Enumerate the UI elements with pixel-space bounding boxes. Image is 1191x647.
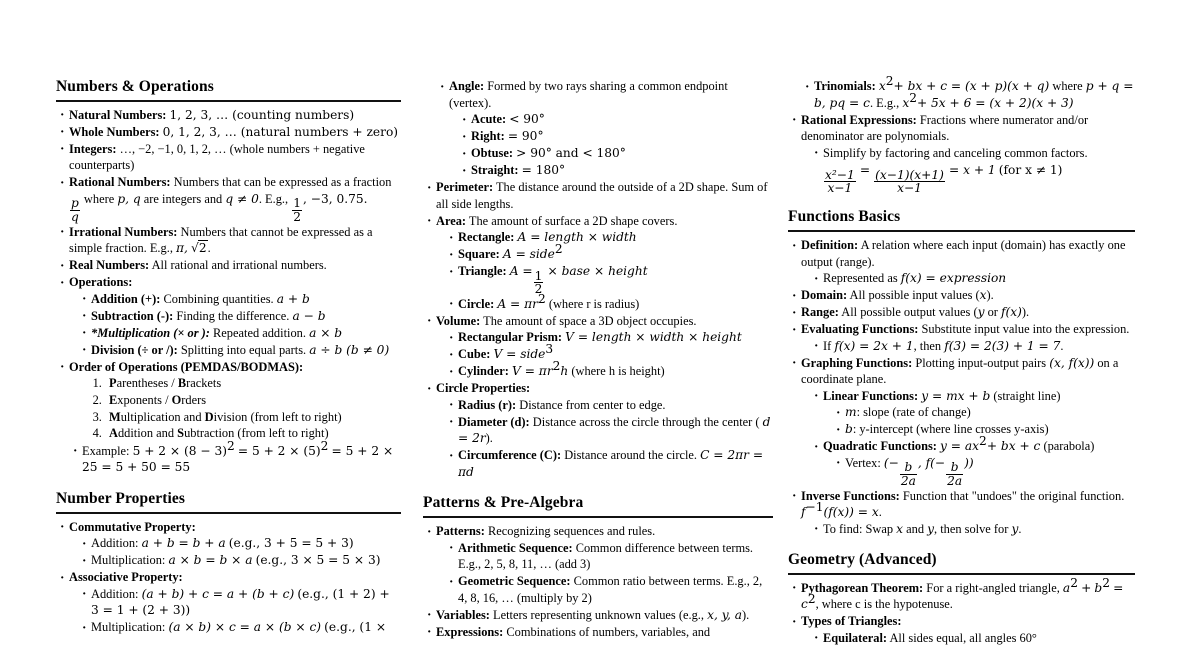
graphing-formula: (x, f(x)) xyxy=(1049,355,1095,370)
arithmetic-sequence-label: Arithmetic Sequence: xyxy=(458,540,573,555)
diameter-label: Diameter (d): xyxy=(458,414,530,429)
multiplication-label: *Multiplication (× or ): xyxy=(91,325,210,340)
list-item xyxy=(60,519,401,569)
evaluating-text: Substitute input value into the expression. xyxy=(921,322,1130,337)
commutative-multiplication-label: Multiplication: xyxy=(91,553,166,567)
domain-formula: x xyxy=(979,288,987,303)
tofind-end: . xyxy=(1018,521,1022,536)
inverse-formula-f: f xyxy=(801,505,806,520)
circle-area-note: (where r is radius) xyxy=(548,296,640,311)
represented-text: Represented as xyxy=(823,271,898,286)
trinomials-formula-3: x xyxy=(902,95,910,110)
list-item: · Square: A = side$^2$ xyxy=(449,246,773,263)
triangle-types-sublist xyxy=(801,630,1135,647)
rational-numbers-text-d: . E.g., xyxy=(258,191,289,206)
expressions-label: Expressions: xyxy=(436,624,504,639)
fraction-x2-minus-1: $\frac{\text{x²−1}}{x-1}$ xyxy=(825,167,855,195)
list-item xyxy=(60,174,401,223)
cube-formula: V = side xyxy=(493,347,546,362)
cube-label: Cube: xyxy=(458,347,491,362)
list-item: · Cylinder: $V = \pi r^2h$ (where h is height) xyxy=(449,363,773,380)
circumference-text: Distance around the circle. xyxy=(564,448,697,463)
linear-note: (straight line) xyxy=(993,388,1061,403)
fraction-one-half: $\frac{1}{2}$ xyxy=(293,196,301,224)
prism-formula: V = length × width × height xyxy=(565,330,742,345)
column-1 xyxy=(56,78,401,634)
list-item: · Pythagorean Theorem: For a right-angled triangle, $a^2 + b^2 = c^2$, where c is the hypotenuse. xyxy=(792,580,1135,613)
list-item xyxy=(814,145,1135,195)
simplify-equation: $\frac{\text{x²−1}}{x-1}$ = $\frac{(x-1)(x+1)}{x-1}$ = x + 1 (for x ≠ 1) xyxy=(825,163,1063,195)
associative-addition-label: Addition: xyxy=(91,586,139,601)
list-item xyxy=(60,107,401,124)
range-text: All possible output values ( xyxy=(841,305,978,320)
section-rule xyxy=(788,230,1135,232)
associative-multiplication-label: Multiplication: xyxy=(91,620,166,634)
list-item xyxy=(427,213,773,313)
list-item xyxy=(82,586,401,619)
fraction-factored: $\frac{(x-1)(x+1)}{x-1}$ xyxy=(875,167,944,195)
natural-numbers-label: Natural Numbers: xyxy=(69,107,167,122)
graphing-label: Graphing Functions: xyxy=(801,355,913,370)
division-text: Splitting into equal parts. xyxy=(180,342,307,357)
commutative-label: Commutative Property: xyxy=(69,519,196,534)
list-item xyxy=(792,237,1135,287)
circumference-formula: C = 2πr = πd xyxy=(458,448,764,479)
fraction-p-over-q: $\frac{p}{q}$ xyxy=(71,196,79,224)
multiplication-formula: a × b xyxy=(309,325,343,340)
area-label: Area: xyxy=(436,213,467,228)
quadratic-functions-label: Quadratic Functions: xyxy=(823,439,937,454)
section-geometry-advanced xyxy=(788,551,1135,646)
pi-symbol: π, xyxy=(176,241,188,256)
list-item xyxy=(792,321,1135,354)
angle-text: Formed by two rays sharing a common endpoint (vertex). xyxy=(449,79,728,110)
range-end: ). xyxy=(1021,305,1030,320)
list-item: 1. Parentheses / Brackets xyxy=(105,375,401,392)
three-column-layout xyxy=(0,73,1191,645)
cylinder-label: Cylinder: xyxy=(458,364,509,379)
pythagorean-c: = c xyxy=(801,580,1124,612)
list-item xyxy=(440,78,773,179)
list-item xyxy=(82,308,401,325)
rational-condition: q ≠ 0 xyxy=(225,191,259,206)
intercept-var: b xyxy=(845,422,853,437)
expressions-text: Combinations of numbers, variables, and xyxy=(506,624,711,639)
equilateral-label: Equilateral: xyxy=(823,630,888,645)
quadratic-formula-b: + bx + c xyxy=(986,439,1041,454)
inverse-formula-rest: (f(x)) = x xyxy=(823,505,879,520)
irrational-numbers-text: Numbers that cannot be expressed as a simple fraction. E.g., xyxy=(69,224,373,256)
straight-label: Straight: xyxy=(471,163,519,177)
cylinder-formula: V = πr xyxy=(512,364,553,379)
list-item: · Quadratic Functions: $y = ax^2+$ bx + c (parabola) · Vertex: (− $\frac{b}{2a}$ , f(− $\frac{b}{2a}$ )) xyxy=(814,438,1135,487)
addition-formula: a + b xyxy=(276,291,310,306)
right-label: Right: xyxy=(471,129,505,143)
range-label: Range: xyxy=(801,305,839,320)
list-item xyxy=(814,630,1135,647)
list-item xyxy=(60,141,401,174)
list-item xyxy=(462,111,773,128)
patterns-label: Patterns: xyxy=(436,524,485,539)
represented-formula: f(x) = expression xyxy=(900,271,1007,286)
associative-sublist xyxy=(69,586,401,636)
list-item: 3. Multiplication and Division (from left to right) xyxy=(105,409,401,426)
triangle-formula-a: A = xyxy=(509,264,533,278)
list-item xyxy=(814,270,1135,287)
subtraction-formula: a − b xyxy=(292,308,326,323)
list-item xyxy=(427,313,773,380)
commutative-multiplication-formula: a × b = b × a xyxy=(168,553,253,567)
inverse-text: Function that "undoes" the original function. xyxy=(902,488,1125,503)
list-item xyxy=(60,359,401,442)
multiplication-text: Repeated addition. xyxy=(213,325,306,340)
list-item xyxy=(60,569,401,636)
commutative-addition-example: (e.g., 3 + 5 = 5 + 3) xyxy=(228,536,354,550)
trinomials-eg: . E.g., xyxy=(869,95,900,110)
list-item: · Circle: $A = \pi r^2$ (where r is radius) xyxy=(449,296,773,313)
list-item xyxy=(82,552,401,569)
pythagorean-text-b: , where c is the hypotenuse. xyxy=(815,597,953,612)
circle-area-label: Circle: xyxy=(458,296,495,311)
associative-multiplication-example: (e.g., (1 × xyxy=(324,620,387,634)
definition-text: A relation where each input (domain) has exactly one output (range). xyxy=(801,238,1126,269)
list-item xyxy=(449,540,773,573)
list-item xyxy=(814,388,1135,438)
evaluating-example-g: f(3) = 2(3) + 1 = 7 xyxy=(944,338,1061,353)
definition-label: Definition: xyxy=(801,238,859,253)
fraction-one-half: $\frac{1}{2}$ xyxy=(534,268,543,296)
tofind-y2: y xyxy=(1011,521,1019,536)
perimeter-label: Perimeter: xyxy=(436,180,494,194)
obtuse-label: Obtuse: xyxy=(471,146,513,160)
triangle-formula-b: × base × height xyxy=(547,264,648,278)
section-functions-basics xyxy=(788,208,1135,537)
list-item xyxy=(427,380,773,480)
list-item: 2. Exponents / Orders xyxy=(105,392,401,409)
list-item xyxy=(82,291,401,308)
section-rule xyxy=(423,516,773,518)
division-label: Division (÷ or /): xyxy=(91,342,178,357)
sequences-sublist xyxy=(436,540,773,607)
area-formulas-sublist xyxy=(436,229,773,312)
list-item xyxy=(462,145,773,162)
algebra-list xyxy=(788,73,1135,195)
operations-sublist xyxy=(69,291,401,359)
column-3 xyxy=(788,73,1135,645)
domain-text: All possible input values ( xyxy=(849,288,980,303)
range-text-b: or xyxy=(987,305,998,320)
diameter-end: ). xyxy=(485,431,493,446)
list-item xyxy=(427,624,773,641)
commutative-sublist xyxy=(69,535,401,569)
associative-addition-formula: (a + b) + c = a + (b + c) xyxy=(141,586,295,601)
list-item xyxy=(449,573,773,606)
section-title-patterns-prealgebra: Patterns & Pre-Algebra xyxy=(423,494,584,512)
section-rule xyxy=(788,573,1135,575)
list-item xyxy=(427,179,773,212)
square-label: Square: xyxy=(458,247,500,261)
evaluating-example-end: . xyxy=(1060,338,1064,353)
associative-addition-example: (e.g., (1 + 2) + 3 = 1 + (2 + 3)) xyxy=(91,586,390,617)
commutative-addition-label: Addition: xyxy=(91,536,139,550)
order-of-operations-label: Order of Operations (PEMDAS/BODMAS): xyxy=(69,359,304,374)
range-formula-b: f(x) xyxy=(1001,305,1022,320)
straight-value: = 180° xyxy=(521,163,566,177)
variables-formula: x, y, a xyxy=(707,607,742,622)
number-properties-list xyxy=(56,519,401,636)
types-of-triangles-label: Types of Triangles: xyxy=(801,614,902,629)
irrational-numbers-label: Irrational Numbers: xyxy=(69,224,178,239)
example-formula-2: = 5 + 2 × (5) xyxy=(237,443,321,458)
list-item xyxy=(836,404,1135,421)
example-label: Example: xyxy=(82,443,130,458)
quadratic-formula-a: y = ax xyxy=(940,439,980,454)
fraction-b-over-2a: $\frac{b}{2a}$ xyxy=(947,460,963,488)
patterns-text: Recognizing sequences and rules. xyxy=(487,524,656,539)
equilateral-text: All sides equal, all angles 60° xyxy=(889,630,1037,645)
angle-label: Angle: xyxy=(449,79,485,93)
division-formula: a ÷ b (b ≠ 0) xyxy=(309,342,390,357)
trinomials-label: Trinomials: xyxy=(814,79,876,93)
triangle-label: Triangle: xyxy=(458,264,507,278)
rectangle-formula: A = length × width xyxy=(517,230,637,244)
domain-end: ). xyxy=(986,288,994,303)
range-formula: y xyxy=(977,305,985,320)
section-rule xyxy=(56,512,401,514)
list-item xyxy=(462,128,773,145)
linear-params-sublist xyxy=(823,404,1135,438)
section-numbers-operations xyxy=(56,78,401,476)
variables-text: Letters representing unknown values (e.g., xyxy=(493,607,704,622)
list-item xyxy=(462,162,773,179)
function-types-sublist xyxy=(801,388,1135,487)
list-item xyxy=(449,414,773,447)
evaluating-example-b: , then xyxy=(913,338,942,353)
tofind-and: and xyxy=(906,521,925,536)
trinomials-formula-1: x xyxy=(878,79,886,93)
trinomials-text: where xyxy=(1052,79,1083,93)
whole-numbers-label: Whole Numbers: xyxy=(69,124,160,139)
right-value: = 90° xyxy=(507,129,544,143)
list-item xyxy=(792,304,1135,321)
rational-numbers-text-a: Numbers that can be expressed as a fraction xyxy=(173,175,392,190)
numbers-operations-list xyxy=(56,107,401,476)
evaluating-label: Evaluating Functions: xyxy=(801,322,919,337)
list-item xyxy=(792,112,1135,195)
vertex-sublist xyxy=(823,455,1135,487)
rational-numbers-label: Rational Numbers: xyxy=(69,175,171,190)
pythagorean-text: For a right-angled triangle, xyxy=(926,580,1060,595)
section-number-properties xyxy=(56,490,401,636)
rational-example-rest: , −3, 0.75. xyxy=(302,191,368,206)
acute-label: Acute: xyxy=(471,112,507,126)
list-item xyxy=(60,257,401,274)
real-numbers-text: All rational and irrational numbers. xyxy=(151,258,327,273)
section-patterns-prealgebra xyxy=(423,494,773,640)
trinomials-formula-2: p + q = b, pq = c xyxy=(814,79,1134,110)
addition-text: Combining quantities. xyxy=(163,291,274,306)
list-item xyxy=(60,274,401,358)
commutative-multiplication-example: (e.g., 3 × 5 = 5 × 3) xyxy=(255,553,381,567)
simplify-sublist xyxy=(801,145,1135,195)
tofind-sublist xyxy=(801,521,1135,538)
arithmetic-sequence-text: Common difference between terms. E.g., 2, 5, 8, 11, … (add 3) xyxy=(458,540,754,572)
list-item xyxy=(814,521,1135,538)
pythagorean-b: b xyxy=(1094,580,1103,595)
rational-expressions-label: Rational Expressions: xyxy=(801,112,917,127)
list-item xyxy=(82,325,401,342)
section-rule xyxy=(56,100,401,102)
list-item xyxy=(60,224,401,257)
column-2 xyxy=(423,78,773,639)
slope-var: m xyxy=(845,405,857,420)
geometric-sequence-label: Geometric Sequence: xyxy=(458,574,571,589)
fraction-b-over-2a: $\frac{b}{2a}$ xyxy=(900,460,916,488)
evaluating-example-f: f(x) = 2x + 1 xyxy=(834,338,914,353)
geometry-advanced-list xyxy=(788,575,1135,647)
subtraction-label: Subtraction (-): xyxy=(91,308,174,323)
radius-label: Radius (r): xyxy=(458,397,517,412)
angle-types-sublist xyxy=(449,111,773,179)
trinomials-formula-3b: + 5x + 6 = (x + 2)(x + 3) xyxy=(916,95,1074,110)
evaluating-example-a: If xyxy=(823,338,832,353)
list-item xyxy=(792,613,1135,646)
rational-numbers-text-c: are integers and xyxy=(143,191,223,206)
simplify-text: Simplify by factoring and canceling common factors. xyxy=(823,145,1088,160)
geometry-basics-list xyxy=(423,78,773,480)
trinomials-formula-1b: + bx + c = (x + p)(x + q) xyxy=(893,79,1050,93)
list-item xyxy=(82,342,401,359)
diameter-formula: d = 2r xyxy=(458,414,771,446)
patterns-list xyxy=(423,523,773,640)
evaluating-sublist xyxy=(801,338,1135,355)
diameter-text: Distance across the circle through the center ( xyxy=(532,414,760,429)
rational-vars: p, q xyxy=(117,191,141,206)
associative-label: Associative Property: xyxy=(69,570,183,584)
rational-numbers-text-b: where xyxy=(83,191,115,206)
slope-text: : slope (rate of change) xyxy=(856,405,971,420)
domain-label: Domain: xyxy=(801,288,848,303)
list-item xyxy=(792,287,1135,304)
tofind-rest: , then solve for xyxy=(934,521,1009,536)
obtuse-value: > 90° and < 180° xyxy=(516,146,626,160)
sqrt-icon: √2 xyxy=(191,241,207,256)
tofind-y: y xyxy=(927,521,935,536)
irrational-end: . xyxy=(207,241,211,256)
example-formula-1: 5 + 2 × (8 − 3) xyxy=(132,443,227,458)
section-geometry-basics-continued xyxy=(423,78,773,480)
list-item xyxy=(449,397,773,414)
list-item xyxy=(836,455,1135,487)
section-title-number-properties: Number Properties xyxy=(56,489,185,507)
represented-sublist xyxy=(801,270,1135,287)
list-item xyxy=(814,338,1135,355)
tofind-text: To find: Swap xyxy=(823,521,894,536)
radius-text: Distance from center to edge. xyxy=(519,397,666,412)
list-item: · Cube: V = side$^3$ xyxy=(449,346,773,363)
list-item xyxy=(449,329,773,346)
whole-numbers-text: 0, 1, 2, 3, … (natural numbers + zero) xyxy=(162,124,399,139)
linear-formula: y = mx + b xyxy=(921,388,991,403)
circumference-label: Circumference (C): xyxy=(458,448,562,463)
commutative-addition-formula: a + b = b + a xyxy=(141,536,226,550)
addition-label: Addition (+): xyxy=(91,291,161,306)
rational-expressions-text: Fractions where numerator and/or denominator are polynomials. xyxy=(801,112,1089,143)
order-of-operations-steps xyxy=(69,375,401,442)
variables-end: ). xyxy=(741,607,750,622)
list-item xyxy=(427,607,773,624)
cylinder-note: (where h is height) xyxy=(571,364,665,379)
pythagorean-a: a xyxy=(1062,580,1071,595)
operations-label: Operations: xyxy=(69,275,133,290)
list-item: · Inverse Functions: Function that "undoes" the original function. $f^{-1}(f(x)) = x$. · To find: Swap x and y, then solve for y. xyxy=(792,488,1135,538)
example-formula-3: = 5 + 2 × 25 = 5 + 50 = 55 xyxy=(82,443,394,475)
circle-area-formula: A = πr xyxy=(497,296,538,311)
integers-text: …, −2, −1, 0, 1, 2, … (whole numbers + negative counterparts) xyxy=(69,141,365,173)
list-item xyxy=(449,447,773,480)
circle-properties-label: Circle Properties: xyxy=(436,381,531,396)
list-item xyxy=(449,229,773,246)
natural-numbers-text: 1, 2, 3, … (counting numbers) xyxy=(169,107,355,122)
list-item xyxy=(82,619,401,636)
list-item xyxy=(82,535,401,552)
section-title-functions-basics: Functions Basics xyxy=(788,208,901,226)
section-title-geometry-advanced: Geometry (Advanced) xyxy=(788,551,937,569)
subtraction-text: Finding the difference. xyxy=(176,308,290,323)
pythagorean-label: Pythagorean Theorem: xyxy=(801,580,924,595)
vertex-formula: (− $\frac{b}{2a}$ , f(− $\frac{b}{2a}$ )) xyxy=(883,455,974,488)
associative-multiplication-formula: (a × b) × c = a × (b × c) xyxy=(168,620,322,634)
quadratic-note: (parabola) xyxy=(1043,439,1095,454)
integers-label: Integers: xyxy=(69,141,117,156)
circle-properties-sublist xyxy=(436,397,773,481)
real-numbers-label: Real Numbers: xyxy=(69,258,150,273)
inverse-functions-label: Inverse Functions: xyxy=(801,488,900,503)
geometric-sequence-text: Common ratio between terms. E.g., 2, 4, 8, 16, … (multiply by 2) xyxy=(458,574,763,605)
list-item: · Trinomials: $x^2+$ bx + c = (x + p)(x + q) where p + q = b, pq = c. E.g., $x^2+ 5x + 6 = (x + 2)(x + 3)$ xyxy=(805,78,1135,111)
variables-label: Variables: xyxy=(436,607,490,622)
list-item xyxy=(449,263,773,295)
acute-value: < 90° xyxy=(509,112,545,126)
graphing-text: Plotting input-output pairs xyxy=(915,355,1047,370)
intercept-text: : y-intercept (where line crosses y-axis) xyxy=(852,422,1049,437)
functions-basics-list xyxy=(788,237,1135,537)
rectangle-label: Rectangle: xyxy=(458,230,515,244)
graphing-text-b: on a coordinate plane. xyxy=(801,355,1119,387)
list-item xyxy=(792,355,1135,487)
list-item: 4. Addition and Subtraction (from left to right) xyxy=(105,425,401,442)
volume-label: Volume: xyxy=(436,313,481,328)
volume-text: The amount of space a 3D object occupies. xyxy=(483,313,697,328)
volume-formulas-sublist xyxy=(436,329,773,380)
area-text: The amount of surface a 2D shape covers. xyxy=(468,213,678,228)
section-algebra-continued xyxy=(788,73,1135,195)
tofind-x: x xyxy=(896,521,904,536)
prism-label: Rectangular Prism: xyxy=(458,330,563,345)
perimeter-text: The distance around the outside of a 2D shape. Sum of all side lengths. xyxy=(436,180,768,211)
section-title-numbers-operations: Numbers & Operations xyxy=(56,78,214,95)
square-formula: A = side xyxy=(502,247,555,261)
linear-functions-label: Linear Functions: xyxy=(823,388,919,403)
list-item xyxy=(60,124,401,141)
list-item xyxy=(427,523,773,606)
inverse-end: . xyxy=(878,505,882,520)
list-item: · Example: $5 + 2 \times (8 - 3)^2 = 5 + 2 \times (5)^2 = 5 + 2 \times 25 = 5 + 50 = 55$ xyxy=(73,443,401,476)
vertex-label: Vertex: xyxy=(845,455,881,470)
